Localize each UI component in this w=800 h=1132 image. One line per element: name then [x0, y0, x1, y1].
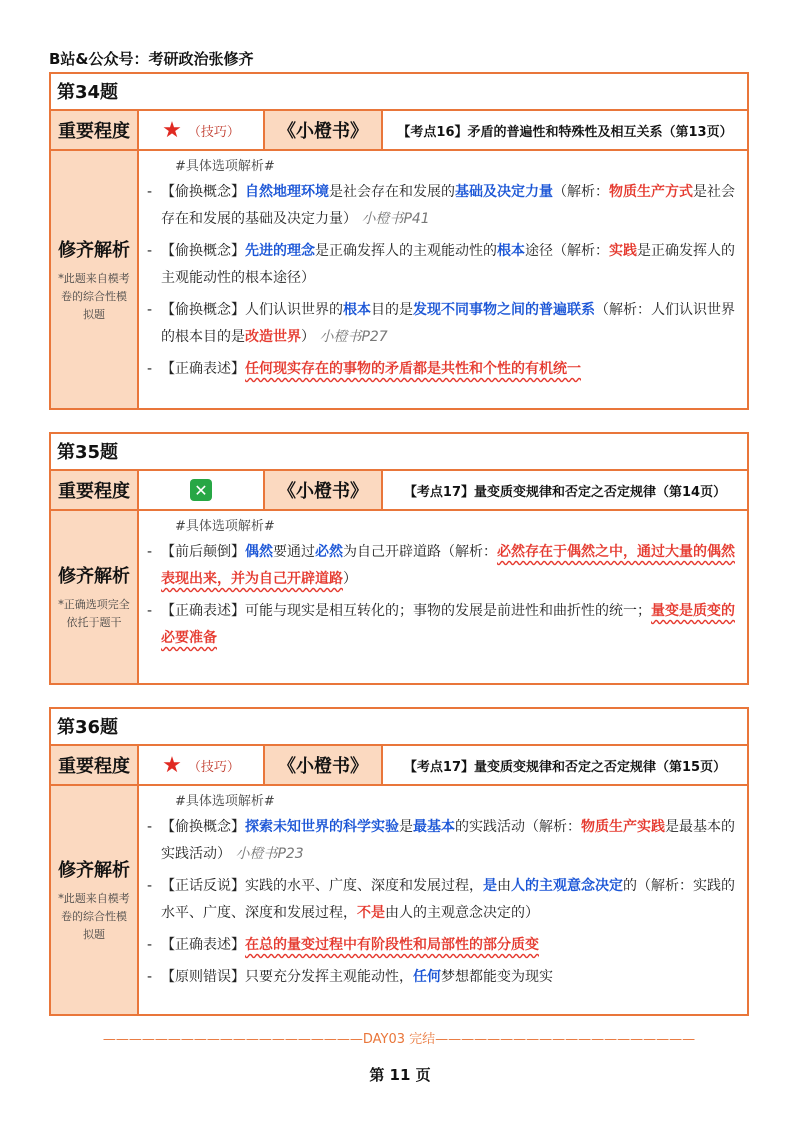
option-item: - 【原则错误】只要充分发挥主观能动性，任何梦想都能变为现实: [147, 964, 741, 991]
analysis-side: [51, 151, 139, 408]
question-title: 第34题: [51, 74, 747, 111]
importance-rating: [139, 111, 265, 149]
sub-heading: #具体选项解析#: [175, 794, 275, 809]
book-label: 《小橙书》: [265, 111, 383, 149]
analysis-row: [51, 151, 747, 408]
analysis-row: [51, 786, 747, 1014]
importance-label: 重要程度: [51, 471, 139, 509]
importance-label: 重要程度: [51, 111, 139, 149]
book-label: 《小橙书》: [265, 746, 383, 784]
sub-heading: #具体选项解析#: [175, 519, 275, 534]
key-point: 【考点17】量变质变规律和否定之否定规律（第15页）: [403, 759, 727, 775]
analysis-note: *此题来自模考卷的综合性模拟题: [58, 892, 130, 941]
analysis-content: [139, 786, 747, 1014]
cross-box-icon: ✕: [190, 479, 212, 501]
option-item: - 【正确表述】任何现实存在的事物的矛盾都是共性和个性的有机统一: [147, 356, 741, 383]
question-34-block: [49, 72, 749, 410]
option-item: - 【偷换概念】自然地理环境是社会存在和发展的基础及决定力量（解析：物质生产方式是社会存在和发展的基础及决定力量） 小橙书P41: [147, 179, 741, 233]
key-point: 【考点16】矛盾的普遍性和特殊性及相互关系（第13页）: [397, 124, 733, 140]
day-complete-divider: ————————————————————DAY03 完结————————————————————: [102, 1032, 696, 1047]
option-item: - 【偷换概念】探索未知世界的科学实验是最基本的实践活动（解析：物质生产实践是最基本的实践活动） 小橙书P23: [147, 814, 741, 868]
sub-heading: #具体选项解析#: [175, 159, 275, 174]
star-note: （技巧）: [187, 124, 240, 140]
option-item: - 【前后颠倒】偶然要通过必然为自己开辟道路（解析：必然存在于偶然之中，通过大量的偶然表现出来，并为自己开辟道路）: [147, 539, 741, 593]
analysis-label: 修齐解析: [58, 860, 130, 881]
key-point: 【考点17】量变质变规律和否定之否定规律（第14页）: [403, 484, 727, 500]
question-title: 第36题: [51, 709, 747, 746]
star-note: （技巧）: [187, 759, 240, 775]
importance-rating: [139, 746, 265, 784]
question-35-block: [49, 432, 749, 685]
header-channel: B站&公众号：考研政治张修齐: [49, 50, 254, 68]
option-item: - 【正确表述】可能与现实是相互转化的；事物的发展是前进性和曲折性的统一；量变是质变的必要准备: [147, 598, 741, 652]
question-36-block: [49, 707, 749, 1016]
question-meta-row: [51, 111, 747, 151]
analysis-label: 修齐解析: [58, 239, 130, 261]
star-icon: ★: [162, 752, 182, 778]
book-label: 《小橙书》: [265, 471, 383, 509]
analysis-label: 修齐解析: [58, 566, 130, 587]
analysis-content: [139, 151, 747, 408]
importance-label: 重要程度: [51, 746, 139, 784]
option-item: - 【偷换概念】先进的理念是正确发挥人的主观能动性的根本途径（解析：实践是正确发挥人的主观能动性的根本途径）: [147, 238, 741, 292]
star-icon: ★: [162, 117, 182, 143]
question-title: 第35题: [51, 434, 747, 471]
question-meta-row: [51, 746, 747, 786]
option-item: - 【正话反说】实践的水平、广度、深度和发展过程，是由人的主观意念决定的（解析：实践的水平、广度、深度和发展过程，不是由人的主观意念决定的）: [147, 873, 741, 927]
analysis-side: [51, 786, 139, 1014]
analysis-note: *此题来自模考卷的综合性模拟题: [58, 271, 130, 321]
option-item: - 【正确表述】在总的量变过程中有阶段性和局部性的部分质变: [147, 932, 741, 959]
page-number: 第 11 页: [369, 1066, 431, 1084]
analysis-content: [139, 511, 747, 683]
analysis-note: *正确选项完全依托于题干: [58, 598, 130, 629]
question-meta-row: [51, 471, 747, 511]
analysis-side: [51, 511, 139, 683]
importance-rating: [139, 471, 265, 509]
option-item: - 【偷换概念】人们认识世界的根本目的是发现不同事物之间的普遍联系（解析：人们认识世界的根本目的是改造世界） 小橙书P27: [147, 297, 741, 351]
analysis-row: [51, 511, 747, 683]
